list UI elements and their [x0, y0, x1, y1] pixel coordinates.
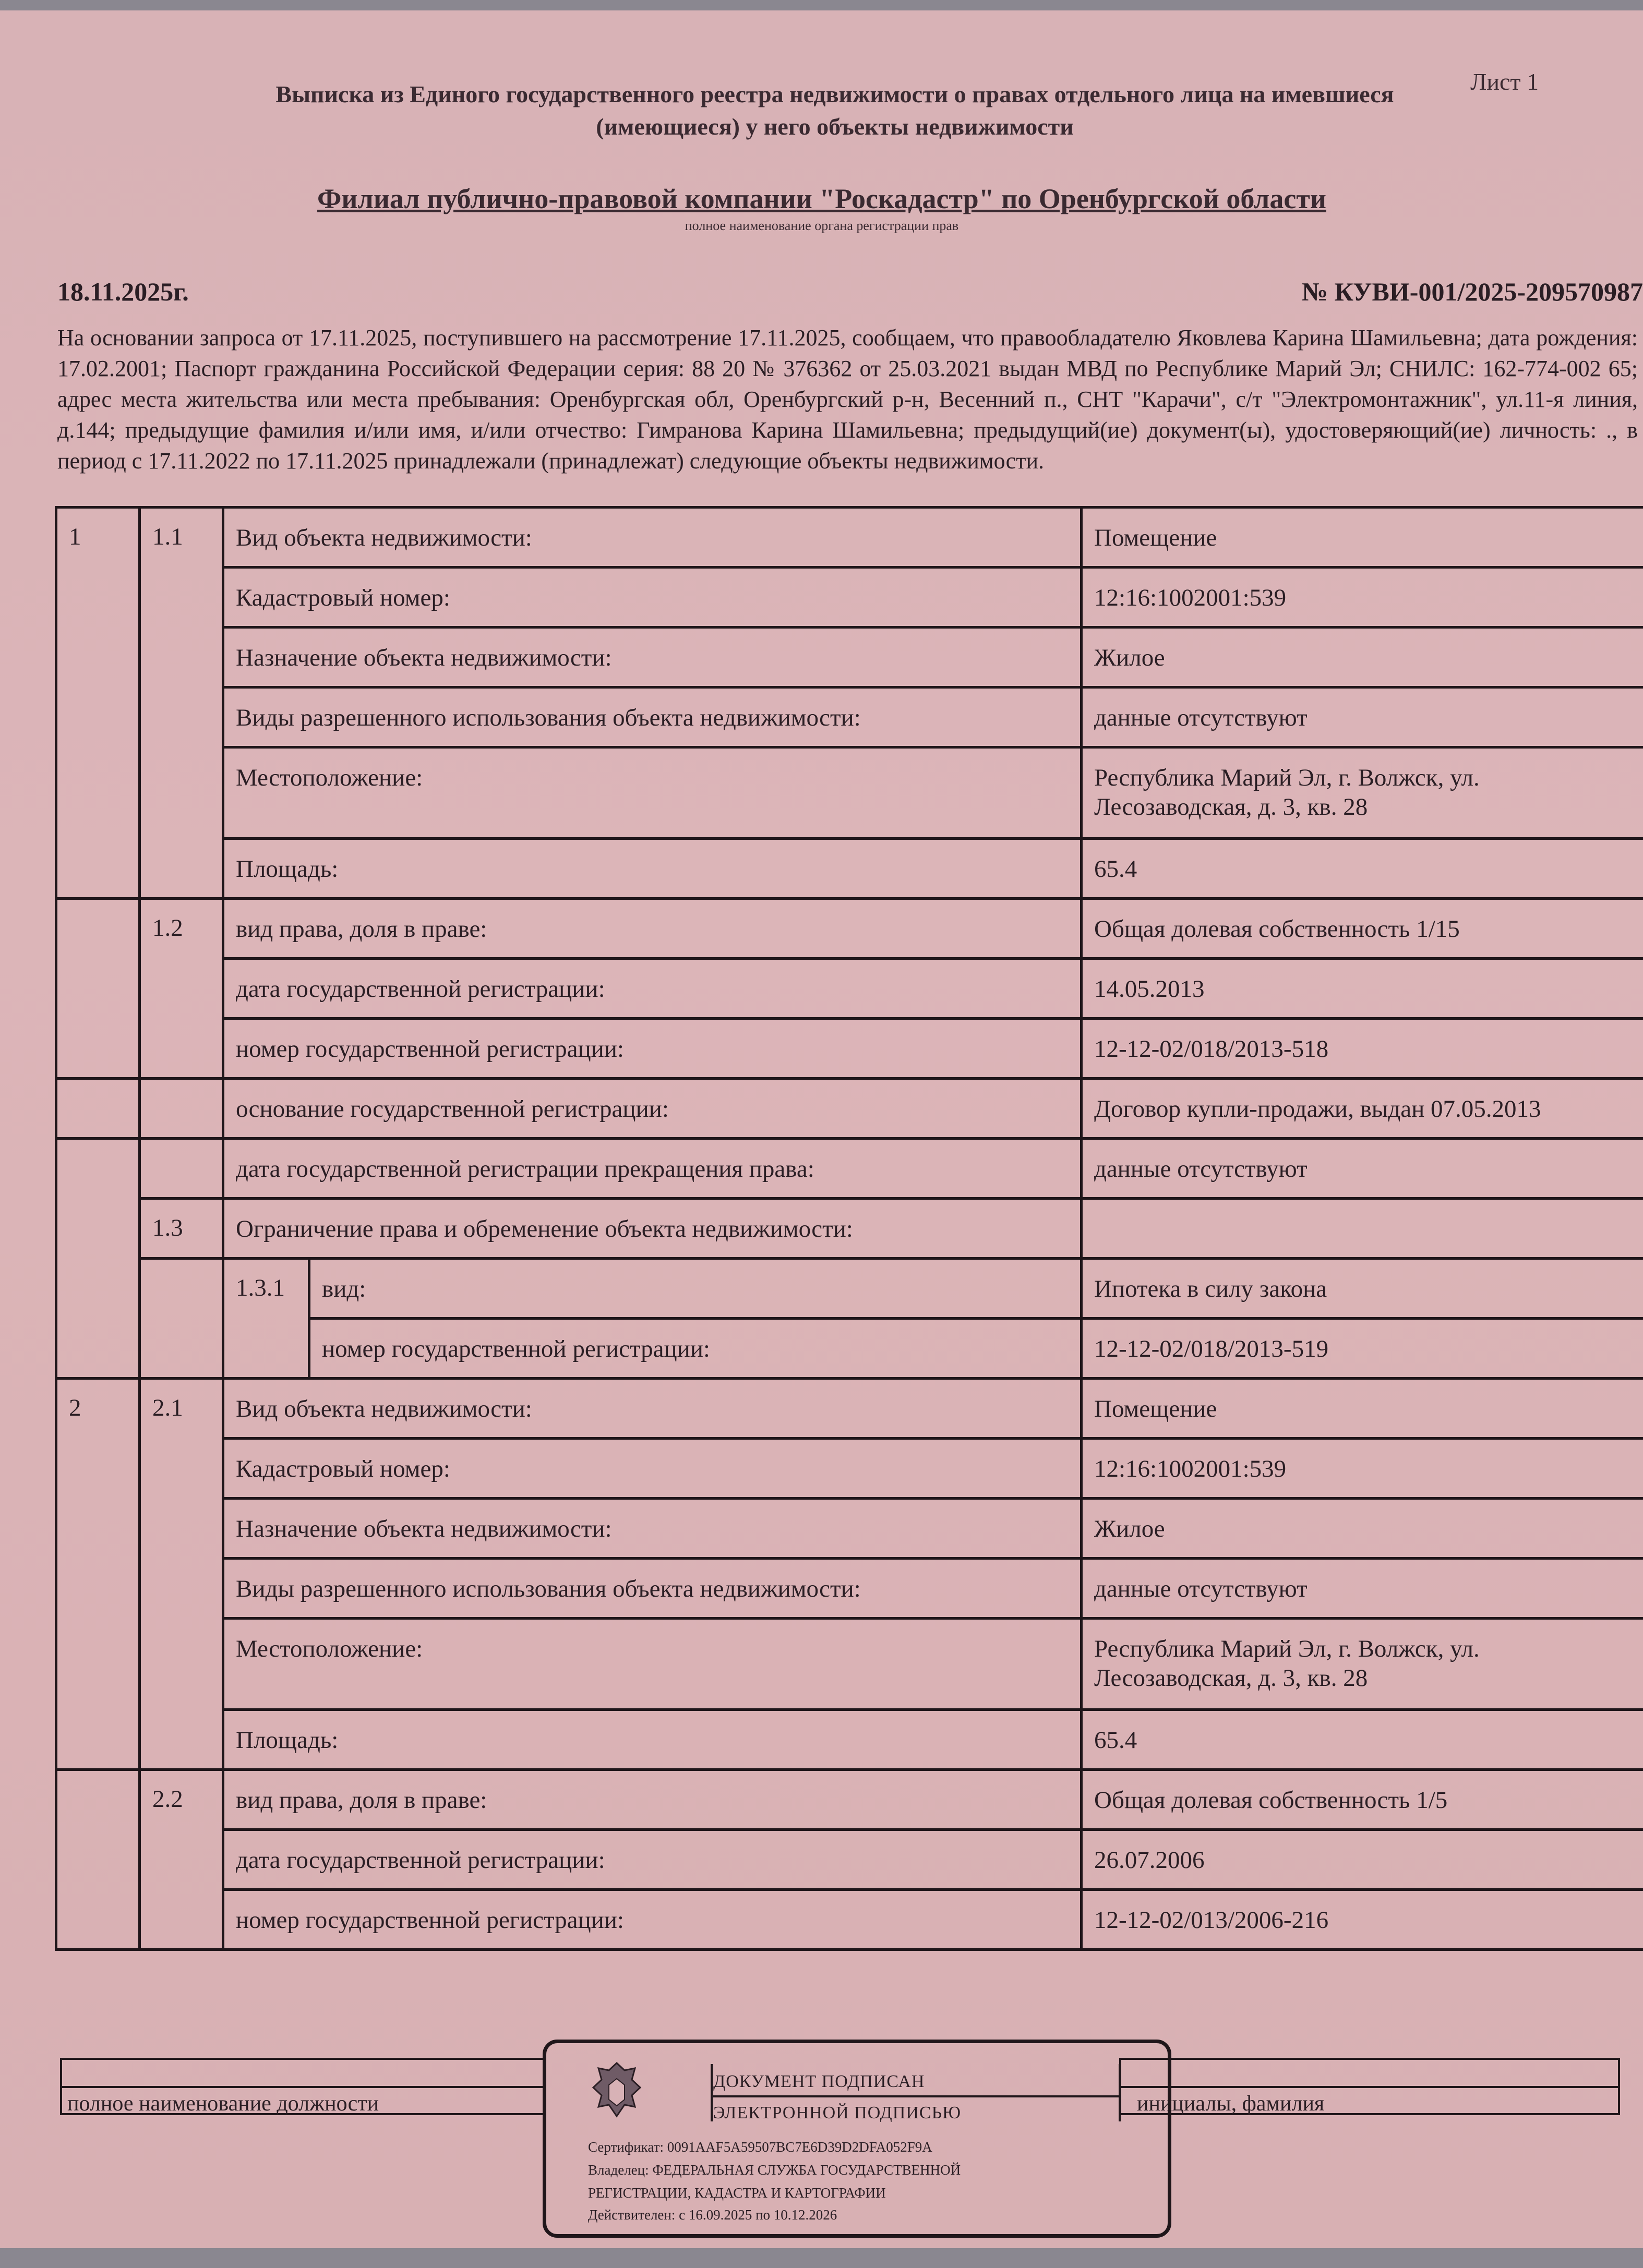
- empty-cell: [56, 1079, 140, 1139]
- field-value: 12-12-02/018/2013-518: [1082, 1019, 1643, 1079]
- field-value: 12:16:1002001:539: [1082, 1439, 1643, 1499]
- section-number: 1.1: [140, 508, 223, 899]
- field-value: Ипотека в силу закона: [1082, 1259, 1643, 1319]
- table-row: [56, 839, 1643, 899]
- table-row: [56, 628, 1643, 687]
- position-field: [60, 2058, 545, 2115]
- field-value: Республика Марий Эл, г. Волжск, ул. Лесозаводская, д. 3, кв. 28: [1082, 747, 1643, 839]
- owner-text-2: РЕГИСТРАЦИИ, КАДАСТРА И КАРТОГРАФИИ: [588, 2185, 886, 2201]
- table-row: [56, 899, 1643, 959]
- empty-cell: [56, 1139, 140, 1379]
- table-row: [56, 1890, 1643, 1950]
- field-value: 12:16:1002001:539: [1082, 568, 1643, 628]
- valid-text: Действителен: с 16.09.2025 по 10.12.2026: [588, 2207, 837, 2223]
- field-label: дата государственной регистрации прекращения права:: [223, 1139, 1082, 1199]
- sheet-number: Лист 1: [1470, 68, 1539, 95]
- section-number: 2.1: [140, 1379, 223, 1770]
- field-label: Кадастровый номер:: [223, 568, 1082, 628]
- field-label: номер государственной регистрации:: [223, 1890, 1082, 1950]
- table-row: [56, 1019, 1643, 1079]
- table-row: [56, 1079, 1643, 1139]
- field-value: Жилое: [1082, 1499, 1643, 1559]
- field-value: Общая долевая собственность 1/15: [1082, 899, 1643, 959]
- section-number: 2.2: [140, 1770, 223, 1950]
- field-label: Площадь:: [223, 1710, 1082, 1770]
- field-label: Кадастровый номер:: [223, 1439, 1082, 1499]
- row-number: 2: [56, 1379, 140, 1770]
- empty-cell: [140, 1079, 223, 1139]
- table-row: [56, 1559, 1643, 1619]
- field-value: Помещение: [1082, 1379, 1643, 1439]
- table-row: [56, 687, 1643, 747]
- table-row: [56, 1710, 1643, 1770]
- certificate-text: Сертификат: 0091AAF5A59507BC7E6D39D2DFA052F9A: [588, 2139, 932, 2155]
- table-row: [56, 1499, 1643, 1559]
- empty-cell: [140, 1259, 223, 1379]
- field-value: 65.4: [1082, 839, 1643, 899]
- field-label: Местоположение:: [223, 1619, 1082, 1710]
- field-label: вид:: [309, 1259, 1082, 1319]
- field-label: Назначение объекта недвижимости:: [223, 1499, 1082, 1559]
- field-label: вид права, доля в праве:: [223, 1770, 1082, 1830]
- field-label: Ограничение права и обременение объекта недвижимости:: [223, 1199, 1082, 1259]
- empty-cell: [140, 1139, 223, 1199]
- field-value: 26.07.2006: [1082, 1830, 1643, 1890]
- field-label: вид права, доля в праве:: [223, 899, 1082, 959]
- table-row: [56, 1770, 1643, 1830]
- electronic-signature-stamp: [543, 2040, 1171, 2238]
- field-value: данные отсутствуют: [1082, 687, 1643, 747]
- row-number: 1: [56, 508, 140, 899]
- document-date: 18.11.2025г.: [57, 277, 189, 306]
- property-table: [55, 506, 1643, 1951]
- document-number: № КУВИ-001/2025-209570987: [1301, 277, 1643, 306]
- name-field: [1119, 2058, 1620, 2115]
- field-label: основание государственной регистрации:: [223, 1079, 1082, 1139]
- signed-line-2: ЭЛЕКТРОННОЙ ПОДПИСЬЮ: [713, 2103, 962, 2122]
- field-label: Назначение объекта недвижимости:: [223, 628, 1082, 687]
- table-row: [56, 1439, 1643, 1499]
- table-row: [56, 1259, 1643, 1319]
- field-label: Вид объекта недвижимости:: [223, 1379, 1082, 1439]
- table-row: [56, 1830, 1643, 1890]
- table-row: [56, 568, 1643, 628]
- signed-line-1: ДОКУМЕНТ ПОДПИСАН: [713, 2072, 925, 2091]
- field-label: Местоположение:: [223, 747, 1082, 839]
- section-number: 1.3: [140, 1199, 223, 1259]
- organization-caption: полное наименование органа регистрации прав: [685, 218, 959, 233]
- empty-cell: [1082, 1199, 1643, 1259]
- document-title: Выписка из Единого государственного реестра недвижимости о правах отдельного лица на имевшиеся (имеющиеся) у него объекты недвижимости: [275, 81, 1394, 140]
- field-label: Виды разрешенного использования объекта недвижимости:: [223, 687, 1082, 747]
- field-value: Помещение: [1082, 508, 1643, 568]
- field-value: Республика Марий Эл, г. Волжск, ул. Лесозаводская, д. 3, кв. 28: [1082, 1619, 1643, 1710]
- owner-text: Владелец: ФЕДЕРАЛЬНАЯ СЛУЖБА ГОСУДАРСТВЕННОЙ: [588, 2162, 961, 2178]
- field-value: 12-12-02/013/2006-216: [1082, 1890, 1643, 1950]
- table-row: [56, 508, 1643, 568]
- empty-cell: [56, 899, 140, 1079]
- intro-paragraph: На основании запроса от 17.11.2025, поступившего на рассмотрение 17.11.2025, сообщаем, что правообладателю Яковлева Карина Шамильевна; дата рождения: 17.02.2001; Паспорт гражданина Российской Федерации серия: 88 20 № 376362 от 25.03.2021 выдан МВД по Республике Марий Эл; СНИЛС: 162-774-002 65; адрес места жительства или места пребывания: Оренбургская обл, Оренбургский р-н, Весенний п., СНТ "Карачи", с/т "Электромонтажник", ул.11-я линия, д.144; предыдущие фамилия и/или имя, и/или отчество: Гимранова Карина Шамильевна; предыдущий(ие) документ(ы), удостоверяющий(ие) личность: ., в период с 17.11.2022 по 17.11.2025 принадлежали (принадлежат) следующие объекты недвижимости.: [57, 325, 1638, 474]
- field-value: данные отсутствуют: [1082, 1559, 1643, 1619]
- field-label: Вид объекта недвижимости:: [223, 508, 1082, 568]
- field-value: 65.4: [1082, 1710, 1643, 1770]
- section-number: 1.3.1: [223, 1259, 309, 1379]
- field-label: номер государственной регистрации:: [223, 1019, 1082, 1079]
- table-row: [56, 1199, 1643, 1259]
- empty-cell: [56, 1770, 140, 1950]
- table-row: [56, 1619, 1643, 1710]
- field-value: данные отсутствуют: [1082, 1139, 1643, 1199]
- name-caption: инициалы, фамилия: [1137, 2092, 1325, 2116]
- field-label: Виды разрешенного использования объекта недвижимости:: [223, 1559, 1082, 1619]
- table-row: [56, 747, 1643, 839]
- field-label: Площадь:: [223, 839, 1082, 899]
- document-sheet: [0, 10, 1643, 2248]
- table-row: [56, 1139, 1643, 1199]
- organization-name: Филиал публично-правовой компании "Роскадастр" по Оренбургской области: [317, 183, 1326, 214]
- field-label: дата государственной регистрации:: [223, 1830, 1082, 1890]
- emblem-icon: [588, 2059, 645, 2121]
- field-value: 14.05.2013: [1082, 959, 1643, 1019]
- field-label: номер государственной регистрации:: [309, 1319, 1082, 1379]
- field-value: 12-12-02/018/2013-519: [1082, 1319, 1643, 1379]
- table-row: [56, 959, 1643, 1019]
- field-value: Жилое: [1082, 628, 1643, 687]
- section-number: 1.2: [140, 899, 223, 1079]
- field-value: Общая долевая собственность 1/5: [1082, 1770, 1643, 1830]
- field-label: дата государственной регистрации:: [223, 959, 1082, 1019]
- table-row: [56, 1379, 1643, 1439]
- position-caption: полное наименование должности: [67, 2092, 379, 2116]
- field-value: Договор купли-продажи, выдан 07.05.2013: [1082, 1079, 1643, 1139]
